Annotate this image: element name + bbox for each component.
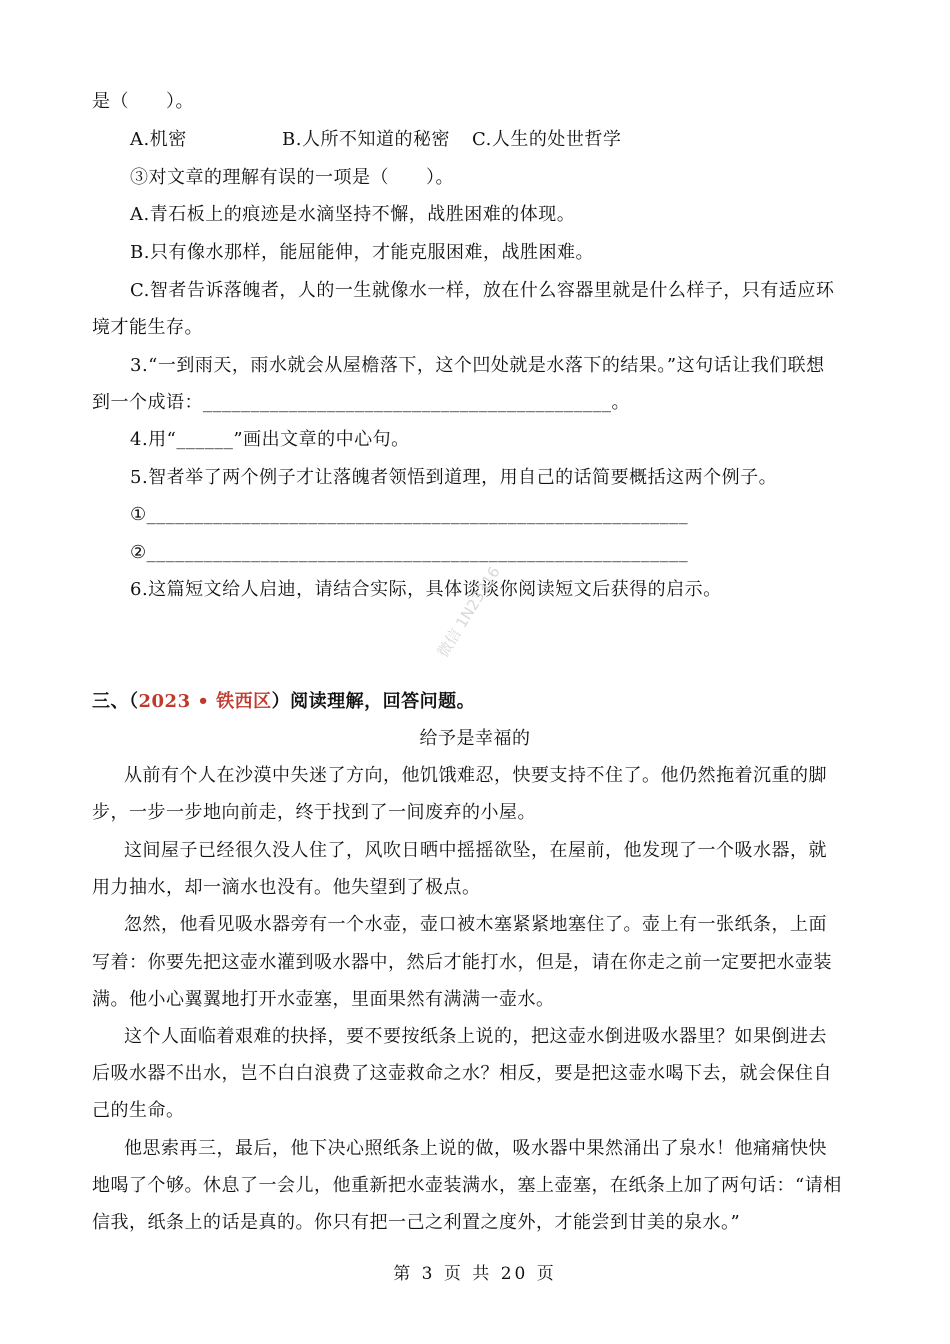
question-3-line2: 到一个成语：___________________________________________。 (92, 392, 630, 413)
passage-title: 给予是幸福的 (419, 728, 531, 749)
q3-option-c-line2: 境才能生存。 (92, 317, 203, 338)
section-3-heading (92, 690, 475, 714)
q2-tail-line: 是（ ）。 (92, 91, 194, 112)
section-3-suffix: ）阅读理解，回答问题。 (271, 691, 476, 712)
q3-option-c-line1: C.智者告诉落魄者，人的一生就像水一样，放在什么容器里就是什么样子，只有适应环 (130, 280, 835, 301)
passage-p1-line2: 步，一步一步地向前走，终于找到了一间废弃的小屋。 (92, 802, 536, 823)
q3-option-b: B.只有像水那样，能屈能伸，才能克服困难，战胜困难。 (130, 242, 594, 263)
page-footer: 第 3 页 共 20 页 (393, 1264, 557, 1284)
question-4: 4.用“______”画出文章的中心句。 (130, 429, 410, 450)
question-3-line1: 3.“一到雨天，雨水就会从屋檐落下，这个凹处就是水落下的结果。”这句话让我们联想 (130, 355, 825, 376)
passage-p4-line1: 这个人面临着艰难的抉择，要不要按纸条上说的，把这壶水倒进吸水器里？如果倒进去 (124, 1026, 827, 1047)
section-3-source: 2023 • 铁西区 (138, 691, 272, 712)
passage-p4-line2: 后吸水器不出水，岂不白白浪费了这壶救命之水？相反，要是把这壶水喝下去，就会保住自 (92, 1063, 832, 1084)
passage-p5-line2: 地喝了个够。休息了一会儿，他重新把水壶装满水，塞上壶塞，在纸条上加了两句话：“请相 (92, 1175, 842, 1196)
passage-p2-line2: 用力抽水，却一滴水也没有。他失望到了极点。 (92, 877, 481, 898)
section-3-prefix: 三、（ (92, 691, 139, 712)
q3-stem: ③对文章的理解有误的一项是（ ）。 (130, 167, 454, 188)
passage-p3-line2: 写着：你要先把这壶水灌到吸水器中，然后才能打水，但是，请在你走之前一定要把水壶装 (92, 952, 832, 973)
option-c: C.人生的处世哲学 (472, 129, 622, 150)
passage-p5-line1: 他思索再三，最后，他下决心照纸条上说的做，吸水器中果然涌出了泉水！他痛痛快快 (124, 1138, 827, 1159)
passage-p4-line3: 己的生命。 (92, 1100, 185, 1121)
question-5: 5.智者举了两个例子才让落魄者领悟到道理，用自己的话简要概括这两个例子。 (130, 467, 778, 488)
passage-p2-line1: 这间屋子已经很久没人住了，风吹日晒中摇摇欲坠，在屋前，他发现了一个吸水器，就 (124, 840, 827, 861)
passage-p3-line3: 满。他小心翼翼地打开水壶塞，里面果然有满满一壶水。 (92, 989, 555, 1010)
watermark: 微信 1N23316 (433, 563, 504, 661)
q3-option-a: A.青石板上的痕迹是水滴坚持不懈，战胜困难的体现。 (130, 204, 576, 225)
passage-p3-line1: 忽然，他看见吸水器旁有一个水壶，壶口被木塞紧紧地塞住了。壶上有一张纸条，上面 (124, 914, 827, 935)
option-b: B.人所不知道的秘密 (282, 129, 450, 150)
passage-p5-line3: 信我，纸条上的话是真的。你只有把一己之利置之度外，才能尝到甘美的泉水。” (92, 1212, 741, 1233)
question-5-answer-line-2: ②_________________________________________________________ (130, 542, 689, 563)
question-6: 6.这篇短文给人启迪，请结合实际，具体谈谈你阅读短文后获得的启示。 (130, 579, 722, 600)
question-5-answer-line-1: ①_________________________________________________________ (130, 504, 689, 525)
option-a: A.机密 (130, 129, 187, 150)
passage-p1-line1: 从前有个人在沙漠中失迷了方向，他饥饿难忍，快要支持不住了。他仍然拖着沉重的脚 (124, 765, 827, 786)
